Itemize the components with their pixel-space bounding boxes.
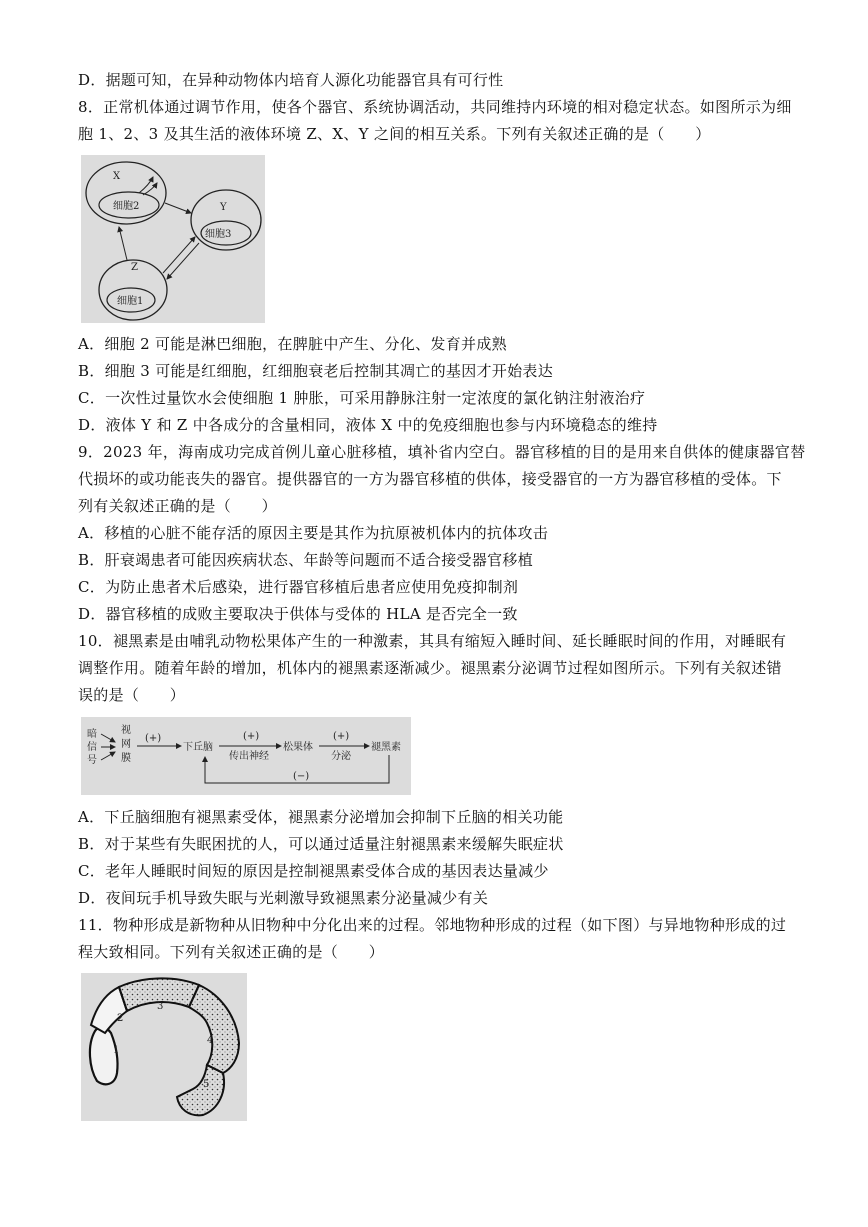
q8-fig-x: X [113, 171, 121, 182]
q10-option-a: A．下丘脑细胞有褪黑素受体，褪黑素分泌增加会抑制下丘脑的相关功能 [78, 808, 564, 826]
q8-fig-cell1: 细胞1 [117, 296, 144, 307]
q10-fig-retina1: 视 [121, 725, 131, 736]
q10-stem-line3: 误的是（ ） [78, 686, 186, 704]
q8-fig-cell3: 细胞3 [205, 229, 232, 240]
q9-option-b: B．肝衰竭患者可能因疾病状态、年龄等问题而不适合接受器官移植 [78, 551, 534, 569]
q10-fig-minus: (−) [293, 771, 310, 782]
q10-fig-efferent-nerve: 传出神经 [229, 751, 269, 762]
q10-fig-plus3: (+) [333, 731, 350, 742]
q10-stem-line2: 调整作用。随着年龄的增加，机体内的褪黑素逐渐减少。褪黑素分泌调节过程如图所示。下列有关叙述错 [78, 659, 782, 677]
q7-option-d: D．据题可知，在异种动物体内培育人源化功能器官具有可行性 [78, 71, 504, 89]
q11-stem-line1: 11．物种形成是新物种从旧物种中分化出来的过程。邻地物种形成的过程（如下图）与异地物种形成的过 [78, 916, 787, 934]
q10-fig-melatonin: 褪黑素 [371, 742, 401, 753]
q10-fig-dark3: 号 [87, 755, 97, 766]
q10-fig-retina3: 膜 [121, 753, 131, 764]
q8-fig-y: Y [220, 202, 227, 213]
q10-stem-line1: 10．褪黑素是由哺乳动物松果体产生的一种激素，其具有缩短入睡时间、延长睡眠时间的作用，对睡眠有 [78, 632, 787, 650]
q10-option-d: D．夜间玩手机导致失眠与光刺激导致褪黑素分泌量减少有关 [78, 889, 489, 907]
q10-fig-retina2: 网 [121, 739, 131, 750]
q8-stem-line1: 8．正常机体通过调节作用，使各个器官、系统协调活动，共同维持内环境的相对稳定状态。如图所示为细 [78, 98, 792, 116]
q11-fig-label-3: 3 [157, 1001, 164, 1012]
q10-figure [81, 717, 411, 795]
q9-stem-line1: 9．2023 年，海南成功完成首例儿童心脏移植，填补省内空白。器官移植的目的是用来自供体的健康器官替 [78, 443, 806, 461]
q9-stem-line2: 代损坏的或功能丧失的器官。提供器官的一方为器官移植的供体，接受器官的一方为器官移植的受体。下 [78, 470, 782, 488]
q8-figure [81, 155, 265, 323]
q9-stem-line3: 列有关叙述正确的是（ ） [78, 497, 277, 515]
q9-option-d: D．器官移植的成败主要取决于供体与受体的 HLA 是否完全一致 [78, 605, 518, 623]
q8-option-c: C．一次性过量饮水会使细胞 1 肿胀，可采用静脉注射一定浓度的氯化钠注射液治疗 [78, 389, 646, 407]
q10-option-b: B．对于某些有失眠困扰的人，可以通过适量注射褪黑素来缓解失眠症状 [78, 835, 564, 853]
q10-fig-pineal: 松果体 [283, 742, 313, 753]
q11-fig-label-5: 5 [203, 1079, 210, 1090]
q10-fig-plus2: (+) [243, 731, 260, 742]
q8-option-a: A．细胞 2 可能是淋巴细胞，在脾脏中产生、分化、发育并成熟 [78, 335, 507, 353]
q8-stem-line2: 胞 1、2、3 及其生活的液体环境 Z、X、Y 之间的相互关系。下列有关叙述正确的是（ ） [78, 125, 711, 143]
q11-fig-label-2: 2 [117, 1013, 124, 1024]
q10-option-c: C．老年人睡眠时间短的原因是控制褪黑素受体合成的基因表达量减少 [78, 862, 549, 880]
q8-option-b: B．细胞 3 可能是红细胞，红细胞衰老后控制其凋亡的基因才开始表达 [78, 362, 554, 380]
q10-fig-dark2: 信 [87, 742, 97, 753]
q11-fig-label-1: 1 [113, 1045, 120, 1056]
q9-option-c: C．为防止患者术后感染，进行器官移植后患者应使用免疫抑制剂 [78, 578, 519, 596]
q10-fig-hypothalamus: 下丘脑 [183, 742, 213, 753]
q8-option-d: D．液体 Y 和 Z 中各成分的含量相同，液体 X 中的免疫细胞也参与内环境稳态的维持 [78, 416, 658, 434]
q11-figure [81, 973, 247, 1121]
q8-fig-cell2: 细胞2 [113, 201, 140, 212]
q10-fig-secrete: 分泌 [331, 751, 351, 762]
q10-fig-dark1: 暗 [87, 729, 97, 740]
q9-option-a: A．移植的心脏不能存活的原因主要是其作为抗原被机体内的抗体攻击 [78, 524, 549, 542]
q11-stem-line2: 程大致相同。下列有关叙述正确的是（ ） [78, 943, 385, 961]
q11-fig-label-4: 4 [207, 1035, 214, 1046]
q8-fig-z: Z [131, 262, 138, 273]
q10-fig-plus1: (+) [145, 733, 162, 744]
